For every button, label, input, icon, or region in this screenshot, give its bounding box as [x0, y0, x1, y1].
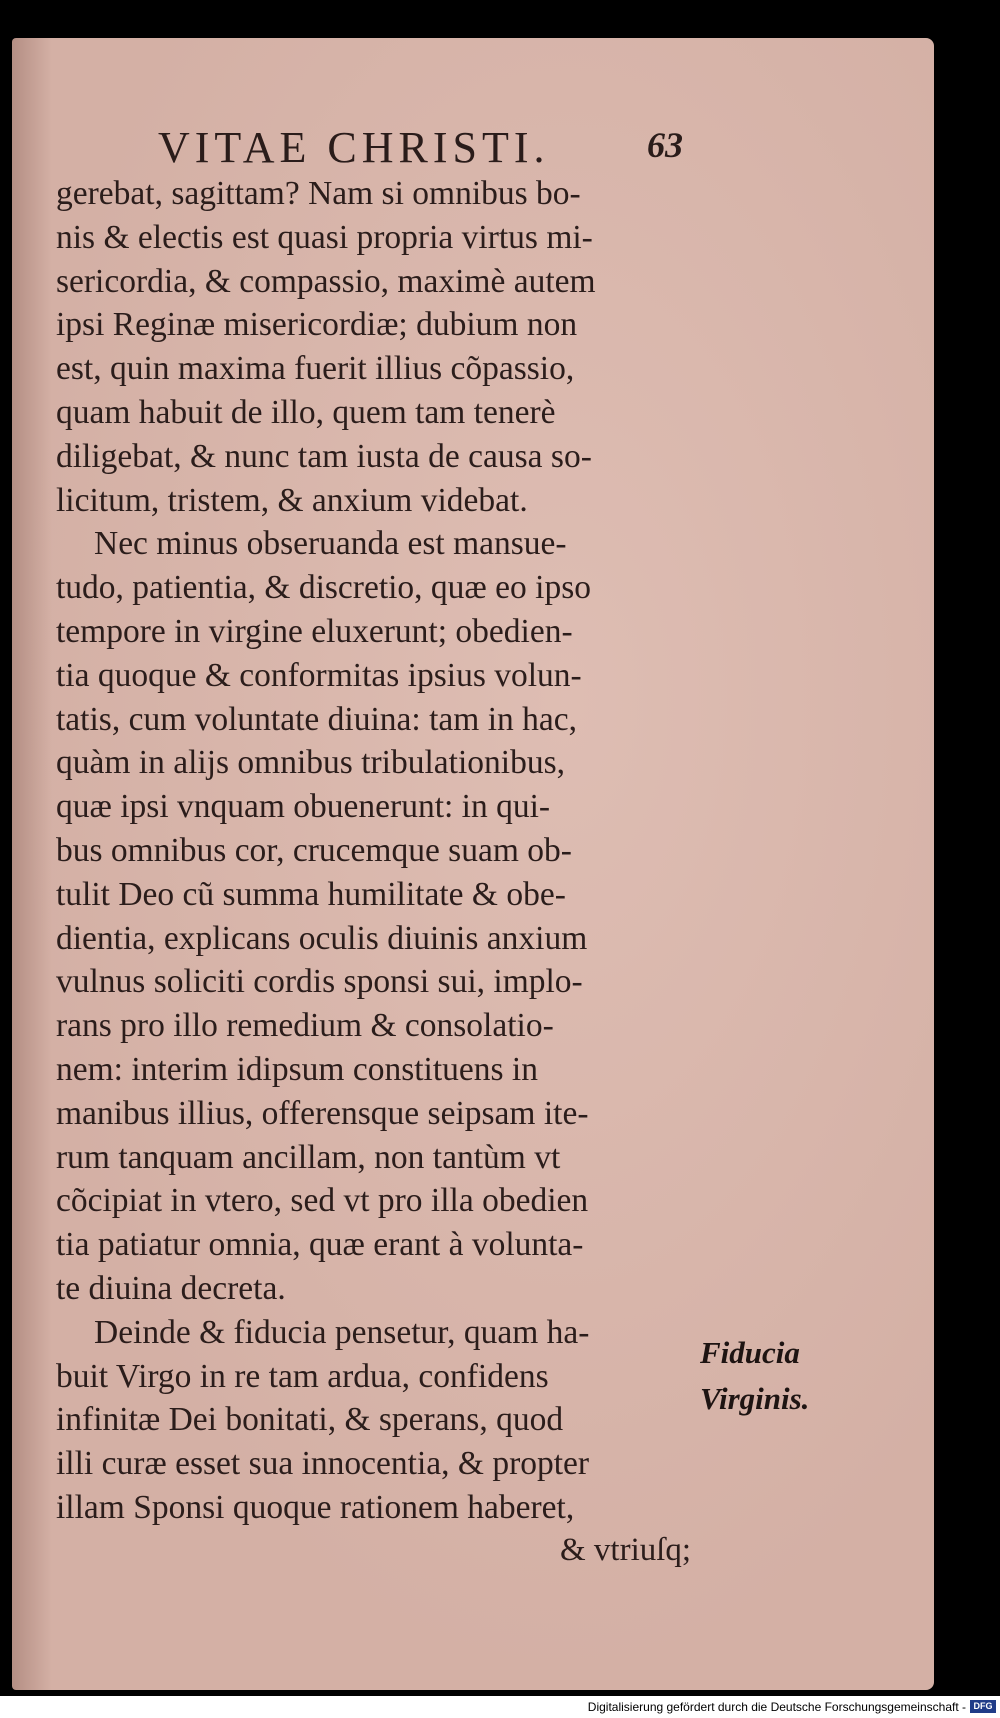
text-line: est, quin maxima fuerit illius cõpassio, [56, 350, 575, 388]
text-line: dientia, explicans oculis diuinis anxium [56, 919, 588, 957]
text-line: cõcipiat in vtero, sed vt pro illa obedien [56, 1182, 589, 1220]
page-number: 63 [647, 125, 683, 165]
paragraph-start-line: Deinde & fiducia pensetur, quam ha- [94, 1313, 590, 1351]
catchword: & vtriuſq; [560, 1532, 692, 1568]
paragraph-start-line: Nec minus obseruanda est mansue- [94, 525, 567, 563]
text-line: tulit Deo cũ summa humilitate & obe- [56, 875, 566, 913]
text-line: rum tanquam ancillam, non tantùm vt [56, 1138, 561, 1176]
text-line: ipsi Reginæ misericordiæ; dubium non [56, 306, 578, 344]
text-line: licitum, tristem, & anxium videbat. [56, 481, 528, 519]
text-line: nem: interim idipsum constituens in [56, 1050, 538, 1088]
text-line: vulnus soliciti cordis sponsi sui, implo- [56, 963, 583, 1001]
text-line: tia quoque & conformitas ipsius volun- [56, 656, 582, 694]
text-line: buit Virgo in re tam ardua, confidens [56, 1357, 549, 1395]
text-line: tudo, patientia, & discretio, quæ eo ipso [56, 569, 591, 607]
text-line: quam habuit de illo, quem tam tenerè [56, 393, 556, 431]
marginal-note-line: Fiducia [700, 1335, 800, 1370]
text-line: illi curæ esset sua innocentia, & propter [56, 1445, 590, 1483]
text-line: illam Sponsi quoque rationem haberet, [56, 1488, 575, 1526]
text-line: sericordia, & compassio, maximè autem [56, 262, 596, 300]
text-line: quæ ipsi vnquam obuenerunt: in qui- [56, 788, 551, 826]
text-line: rans pro illo remedium & consolatio- [56, 1007, 554, 1045]
text-line: tempore in virgine eluxerunt; obedien- [56, 612, 573, 650]
text-line: tia patiatur omnia, quæ erant à volunta- [56, 1226, 584, 1264]
running-head: VITAE CHRISTI. [158, 123, 550, 172]
marginal-note-line: Virginis. [700, 1381, 810, 1416]
text-line: quàm in alijs omnibus tribulationibus, [56, 744, 565, 782]
marginal-note [700, 1330, 809, 1422]
funding-credit: Digitalisierung gefördert durch die Deutsche Forschungsgemeinschaft - [587, 1700, 966, 1714]
text-line: te diuina decreta. [56, 1269, 286, 1307]
dfg-logo: DFG [970, 1700, 996, 1713]
text-line: manibus illius, offerensque seipsam ite- [56, 1094, 589, 1132]
text-line: nis & electis est quasi propria virtus mi- [56, 218, 593, 256]
text-line: bus omnibus cor, crucemque suam ob- [56, 831, 572, 869]
text-line: infinitæ Dei bonitati, & sperans, quod [56, 1401, 564, 1439]
text-line: tatis, cum voluntate diuina: tam in hac, [56, 700, 577, 738]
text-line: gerebat, sagittam? Nam si omnibus bo- [56, 175, 581, 212]
text-line: diligebat, & nunc tam iusta de causa so- [56, 437, 592, 475]
body-text [56, 172, 696, 1530]
